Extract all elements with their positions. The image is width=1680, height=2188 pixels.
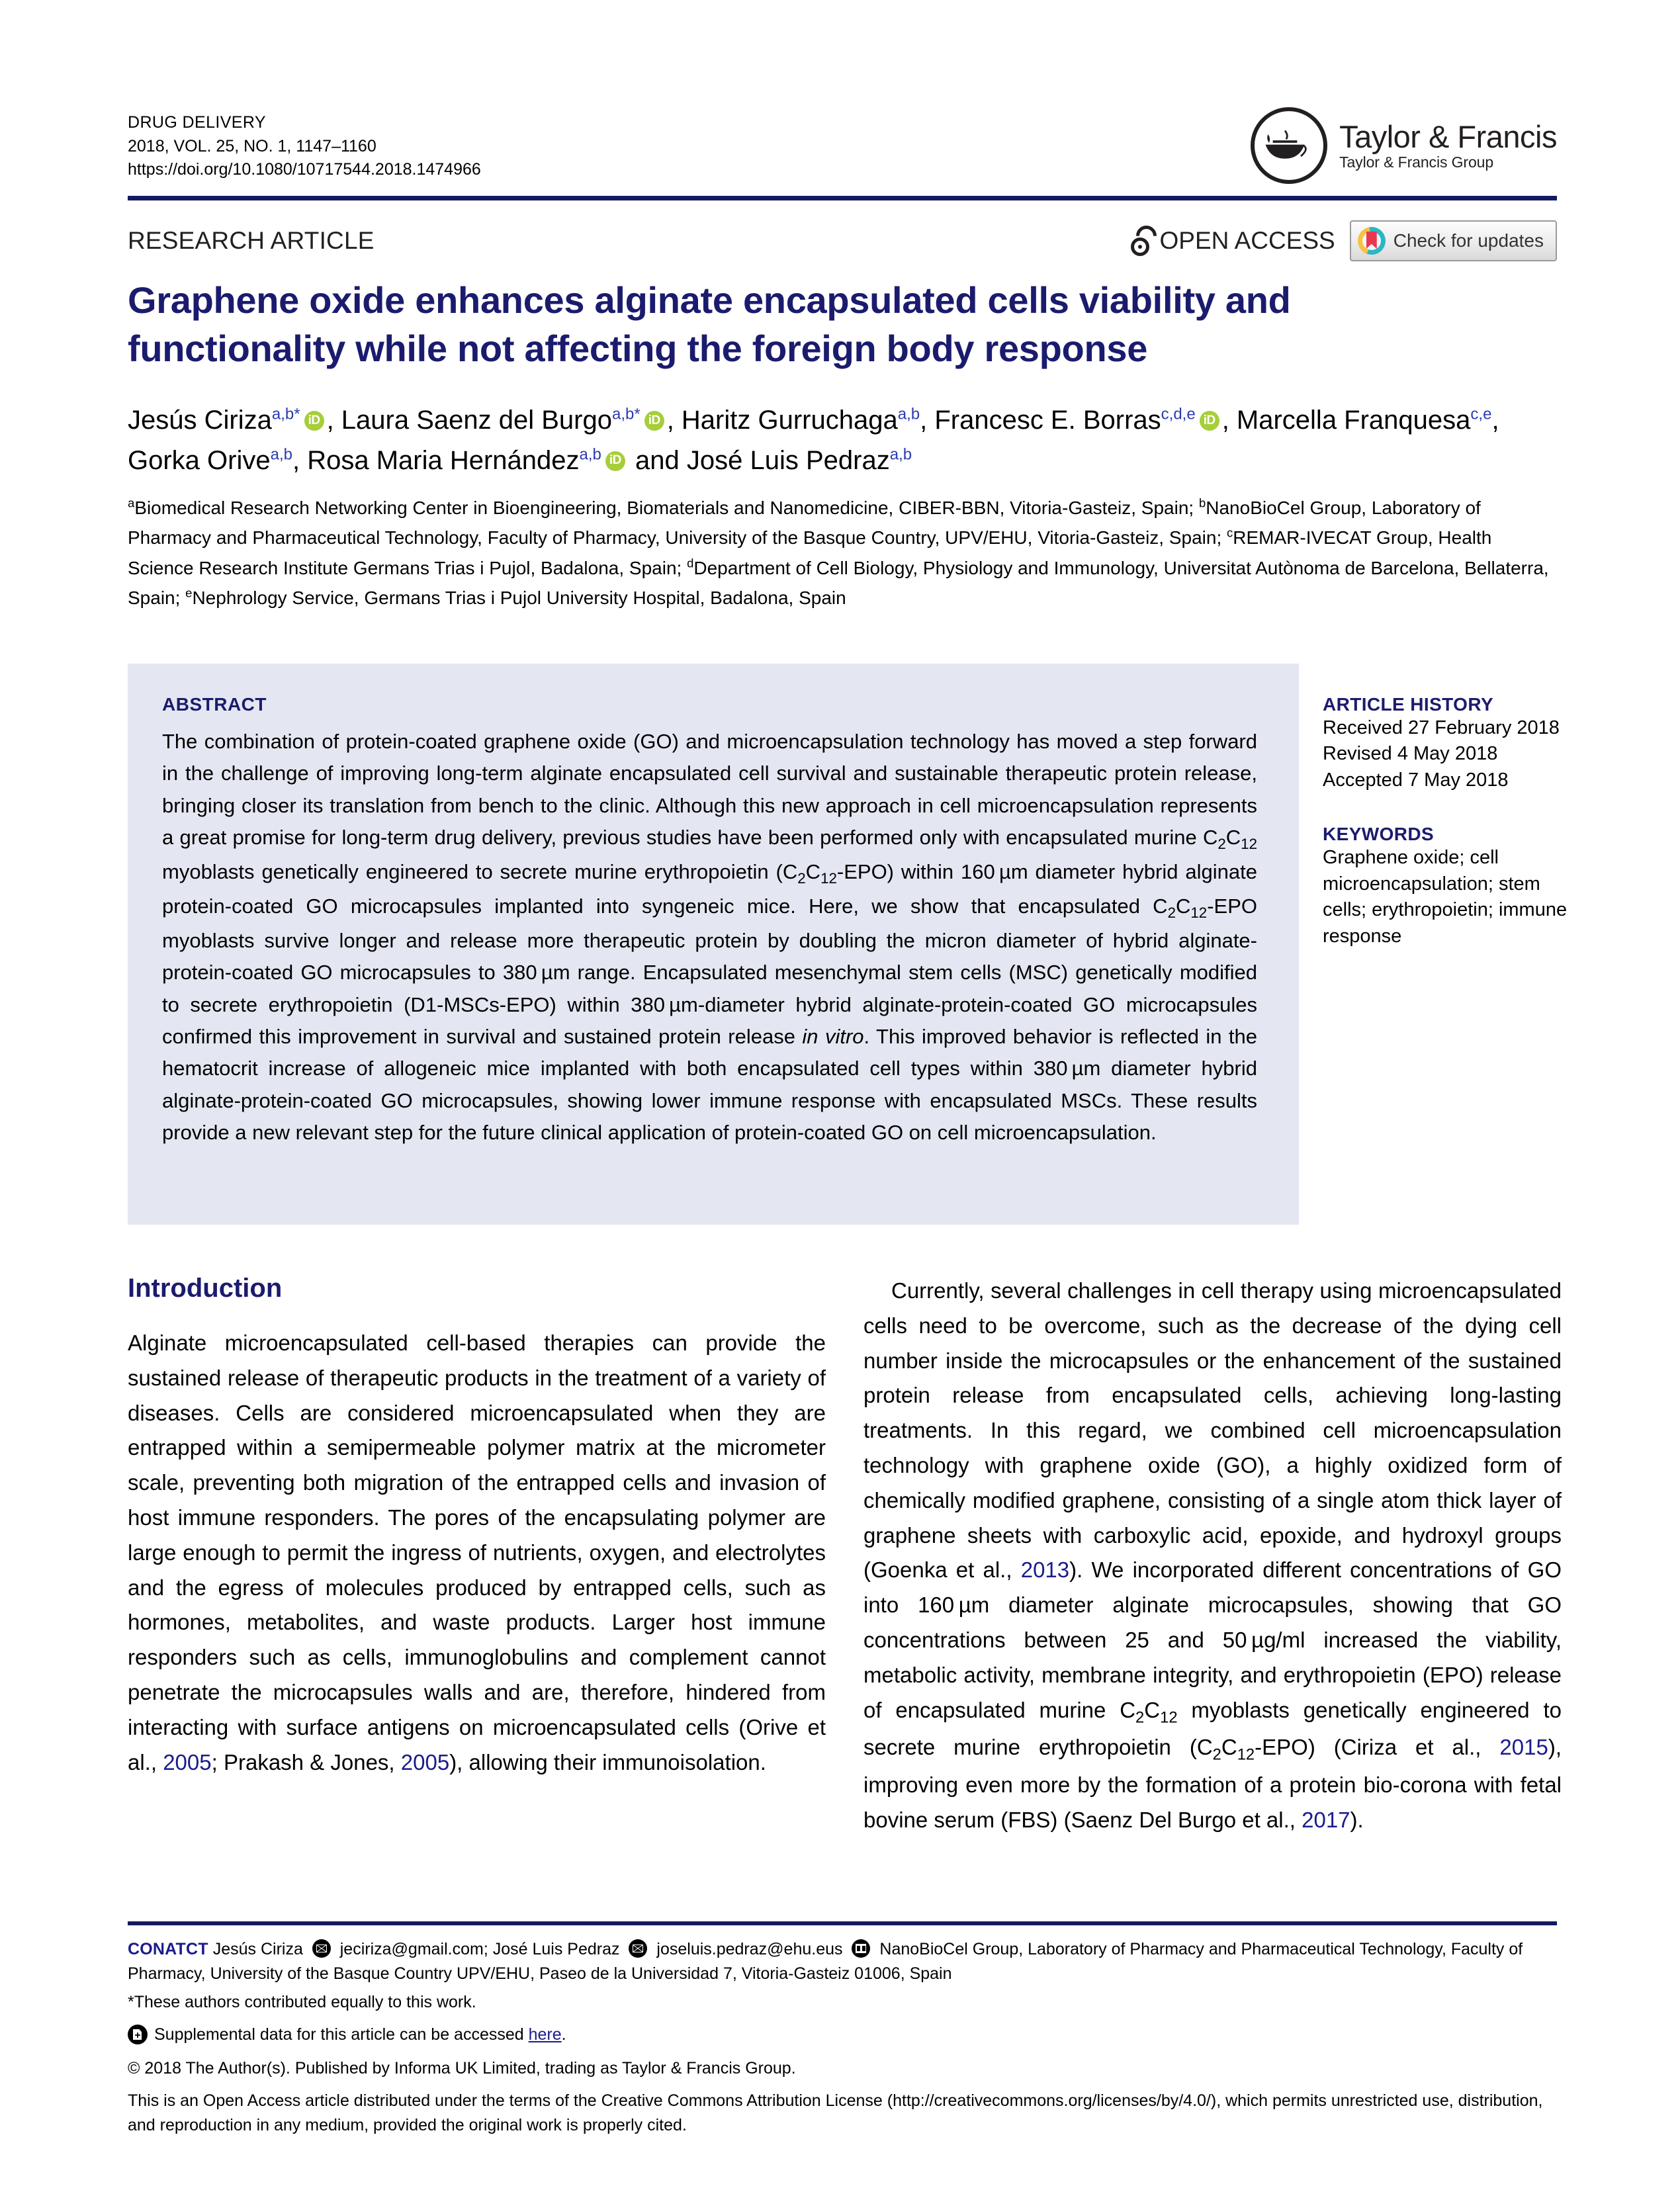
body-column-right [863,1274,1562,1837]
keywords-heading: KEYWORDS [1323,824,1435,845]
open-access-badge [1131,226,1335,256]
publisher-wordmark [1339,120,1557,171]
intro-paragraph-2: Currently, several challenges in cell therapy using microencapsulated cells need to be overcome, such as the decrease of the dying cell number inside the microcapsules or the enhancement of the sustained protein release from encapsulated cells, achieving long-lasting treatments. In this regard, we combined cell microencapsulation technology with graphene oxide (GO), a highly oxidized form of chemically modified graphene, consisting of a single atom thick layer of graphene sheets with carboxylic acid, epoxide, and hydroxyl groups (Goenka et al., 2013). We incorporated different concentrations of GO into 160 µm diameter alginate microcapsules, showing that GO concentrations between 25 and 50 µg/ml increased the viability, metabolic activity, membrane integrity, and erythropoietin (EPO) release of encapsulated murine $C_2C_{12}$ myoblasts genetically engineered to secrete murine erythropoietin $(C_2C_{12}-EPO)$ (Ciriza et al., 2015), improving even more by the formation of a protein bio-corona with fetal bovine serum (FBS) (Saenz Del Burgo et al., 2017). [863,1278,1562,1832]
supplemental-text [154,2023,566,2047]
supplemental-data-row [128,2023,1564,2047]
copyright-line: © 2018 The Author(s). Published by Informa UK Limited, trading as Taylor & Francis Group. [128,2059,796,2078]
abstract-text: The combination of protein-coated graphene oxide (GO) and microencapsulation technology has moved a step forward in the challenge of improving long-term alginate encapsulated cell survival and sustainable therapeutic protein release, bringing closer its translation from bench to the clinic. Although this new approach in cell microencapsulation represents a great promise for long-term drug delivery, previous studies have been performed only with encapsulated murine $C_2C_{12}$ myoblasts genetically engineered to secrete murine erythropoietin $(C_2C_{12}-EPO)$ within 160 µm diameter hybrid alginate protein-coated GO microcapsules implanted into syngeneic mice. Here, we show that encapsulated $C_2C_{12}$-EPO myoblasts survive longer and release more therapeutic protein by doubling the micron diameter of hybrid alginate-protein-coated GO microcapsules to 380 µm range. Encapsulated mesenchymal stem cells (MSC) genetically modified to secrete erythropoietin (D1-MSCs-EPO) within 380 µm-diameter hybrid alginate-protein-coated GO microcapsules confirmed this improvement in survival and sustained protein release in vitro. This improved behavior is reflected in the hematocrit increase of allogeneic mice implanted with both encapsulated cell types within 380 µm diameter hybrid alginate-protein-coated GO microcapsules, showing lower immune response with encapsulated MSCs. These results provide a new relevant step for the future clinical application of protein-coated GO on cell microencapsulation. [162,730,1258,1145]
orcid-icon[interactable] [644,411,664,431]
orcid-icon[interactable] [1200,411,1219,431]
section-heading-introduction: Introduction [128,1274,283,1303]
supplemental-link[interactable]: here [528,2025,562,2044]
abstract-panel [128,664,1299,1225]
orcid-icon[interactable] [605,451,625,471]
keywords-text: Graphene oxide; cell microencapsulation; stem cells; erythropoietin; immune response [1323,847,1568,947]
open-access-label: OPEN ACCESS [1159,227,1335,254]
access-badges [1131,220,1557,261]
journal-issue-line: 2018, VOL. 25, NO. 1, 1147–1160 [128,136,376,155]
journal-name: DRUG DELIVERY [128,113,266,132]
affiliations: $^a$Biomedical Research Networking Center in Bioengineering, Biomaterials and Nanomedicine, CIBER-BBN, Vitoria-Gasteiz, Spain; $^b$NanoBioCel Group, Laboratory of Pharmacy and Pharmaceutical Technology, Faculty of Pharmacy, University of the Basque Country, UPV/EHU, Vitoria-Gasteiz, Spain; $^c$REMAR-IVECAT Group, Health Science Research Institute Germans Trias i Pujol, Badalona, Spain; $^d$Department of Cell Biology, Physiology and Immunology, Universitat Autònoma de Barcelona, Bellaterra, Spain; $^e$Nephrology Service, Germans Trias i Pujol University Hospital, Badalona, Spain [128,496,1549,609]
publisher-name: Taylor & Francis [1339,118,1557,154]
supplemental-prefix: Supplemental data for this article can be accessed [154,2025,529,2044]
article-meta-sidebar [1323,694,1587,949]
open-lock-icon [1131,226,1151,256]
footer [128,1937,1564,2138]
journal-doi[interactable]: https://doi.org/10.1080/10717544.2018.1474966 [128,160,481,179]
article-history-heading: ARTICLE HISTORY [1323,694,1494,715]
contact-label: CONATCT [128,1940,208,1958]
address-icon [852,1939,870,1958]
masthead [128,111,1557,184]
license-line: This is an Open Access article distributed under the terms of the Creative Commons Attribution License (http://creativecommons.org/licenses/by/4.0/), which permits unrestricted use, distribution, and reproduction in any medium, provided the original work is properly cited. [128,2091,1543,2134]
article-type-row [128,220,1557,261]
header-divider [128,196,1557,200]
body-column-left [128,1274,826,1780]
supplemental-suffix: . [561,2025,566,2044]
revised-date: Revised 4 May 2018 [1323,743,1498,765]
taylor-francis-logo [1251,107,1557,184]
orcid-icon[interactable] [304,411,324,431]
email-icon [629,1939,647,1958]
contact-line [128,1937,1564,1986]
author-list: Jesús Ciriza$^{a,b*}$ iD , Laura Saenz del Burgo$^{a,b*}$ iD , Haritz Gurruchaga$^{a,b}$, Francesc E. Borras$^{c,d,e}$ iD , Marcella Franquesa$^{c,e}$, Gorka Orive$^{a,b}$, Rosa Maria Hernández$^{a,b}$iD and José Luis Pedraz$^{a,b}$ [128,400,1570,481]
check-for-updates-label: Check for updates [1393,230,1544,251]
email-icon [312,1939,331,1958]
journal-info [128,111,481,182]
crossmark-icon [1358,227,1386,255]
abstract-heading: ABSTRACT [162,694,267,715]
article-type-label: RESEARCH ARTICLE [128,227,375,254]
footer-divider [128,1921,1557,1925]
supplemental-file-icon [128,2025,148,2044]
contact-details: Jesús Ciriza jeciriza@gmail.com; José Luis Pedraz joseluis.pedraz@ehu.eus NanoBioCel Group, Laboratory of Pharmacy and Pharmaceutical Technology, Faculty of Pharmacy, University of the Basque Country UPV/EHU, Paseo de la Universidad 7, Vitoria-Gasteiz 01006, Spain [128,1940,1523,1983]
equal-contribution-note: *These authors contributed equally to this work. [128,1993,476,2011]
check-for-updates-button[interactable] [1350,220,1557,261]
publisher-subname: Taylor & Francis Group [1339,153,1494,171]
intro-paragraph-1: Alginate microencapsulated cell-based therapies can provide the sustained release of therapeutic products in the treatment of a variety of diseases. Cells are considered microencapsulated when they are entrapped within a semipermeable polymer matrix at the micrometer scale, preventing both migration of the entrapped cells and invasion of host immune responders. The pores of the encapsulating polymer are large enough to permit the ingress of nutrients, oxygen, and electrolytes and the egress of molecules produced by entrapped cells, such as hormones, metabolites, and waste products. Larger host immune responders such as cells, immunoglobulins and complement cannot penetrate the microcapsules walls and are, therefore, hindered from interacting with surface antigens on microencapsulated cells (Orive et al., 2005; Prakash & Jones, 2005), allowing their immunoisolation. [128,1331,826,1774]
article-title: Graphene oxide enhances alginate encapsulated cells viability and functionality while not affecting the foreign body response [128,279,1291,369]
accepted-date: Accepted 7 May 2018 [1323,769,1509,791]
received-date: Received 27 February 2018 [1323,717,1560,738]
lamp-icon [1251,107,1327,184]
